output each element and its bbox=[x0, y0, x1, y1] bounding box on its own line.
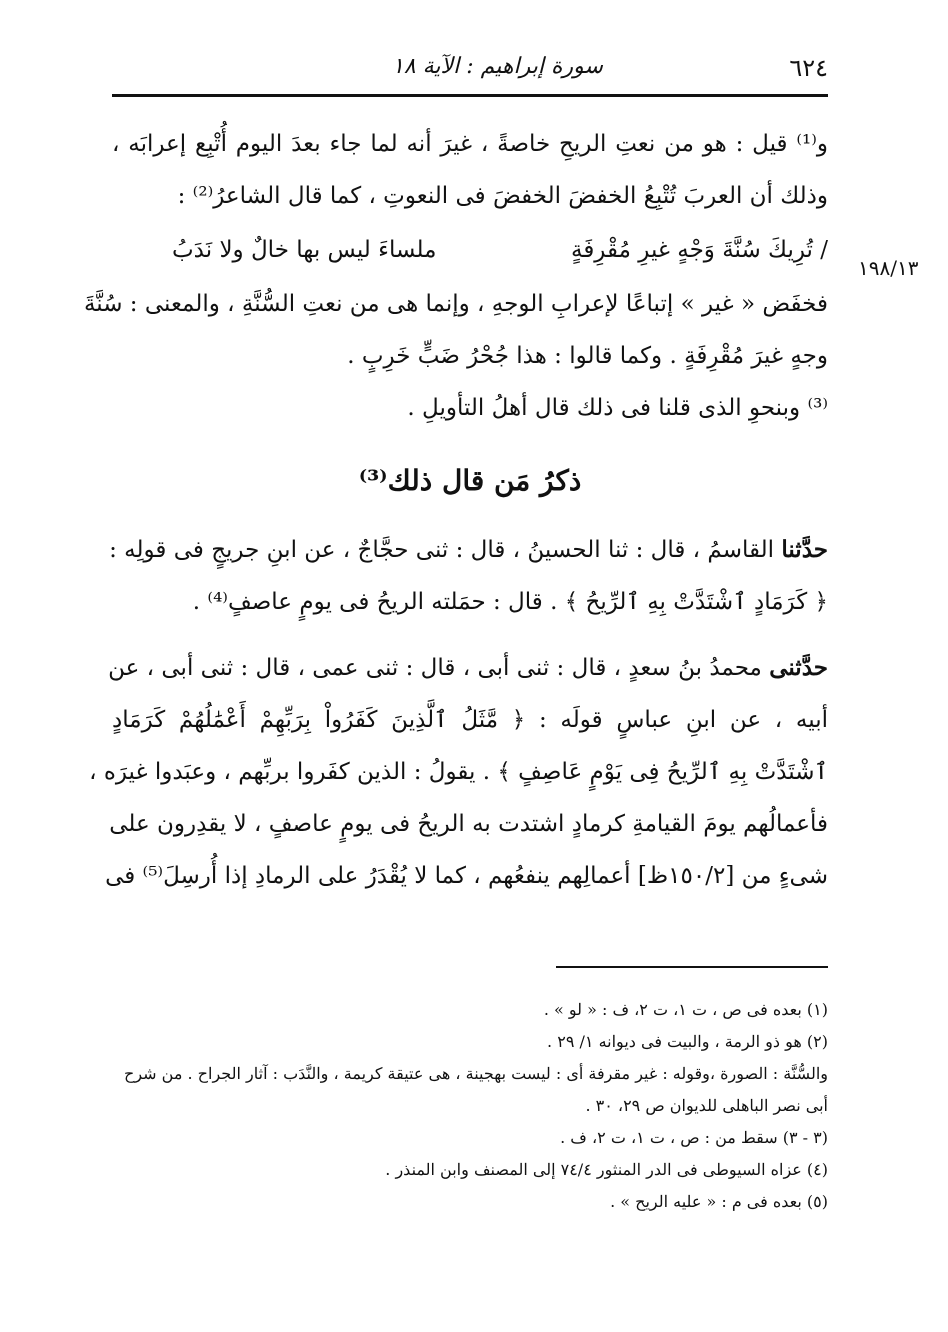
footnote: والسُّنَّة : الصورة ،وقوله : غير مقرفة أى : ليست بهجينة ، هى عتيقة كريمة ، والنَّدَب : آثار الجراح . من شرح bbox=[124, 1064, 828, 1083]
page-number: ٦٢٤ bbox=[789, 54, 828, 82]
text-line bbox=[108, 642, 828, 694]
text-line bbox=[109, 524, 828, 576]
text-span: القاسمُ ، قال : ثنا الحسينُ ، قال : ثنى حجَّاجٌ ، عن ابنِ جريجٍ فى قولِه : bbox=[109, 537, 782, 563]
footnote: (١) بعده فى ص ، ت ١، ت ٢، ف : « لو » . bbox=[543, 1000, 828, 1019]
margin-reference: ١٩٨/١٣ bbox=[858, 256, 919, 280]
text-line: فأعمالُهم يومَ القيامةِ كرمادٍ اشتدت به الريحُ فى يومٍ عاصفٍ ، لا يقدِرون على bbox=[109, 811, 828, 837]
text-line: شىءٍ من [١٥٠/٢ظ] أعمالِهم ينفعُهم ، كما لا يُقْدَرُ على الرمادِ إذا أُرسِلَ⁽⁵⁾ فى bbox=[105, 863, 828, 889]
header-rule bbox=[112, 94, 828, 97]
text-line: ٱشْتَدَّتْ بِهِ ٱلرِّيحُ فِى يَوْمٍ عَاصِفٍ ﴾ . يقولُ : الذين كفَروا بربِّهم ، وعبَدوا غيرَه ، bbox=[89, 759, 828, 785]
text-line: ﴿ كَرَمَادٍ ٱشْتَدَّتْ بِهِ ٱلرِّيحُ ﴾ . قال : حمَلته الريحُ فى يومٍ عاصفٍ⁽⁴⁾ . bbox=[192, 589, 828, 615]
footnote: (٢) هو ذو الرمة ، والبيت فى ديوانه ١/ ٢٩ . bbox=[547, 1032, 828, 1051]
text-line: وجهٍ غيرَ مُقْرِفَةٍ . وكما قالوا : هذا جُحْرُ ضَبٍّ خَرِبٍ . bbox=[347, 343, 828, 369]
text-line: فخفَض « غير » إتباعًا لإعرابِ الوجهِ ، وإنما هى من نعتِ السُّنَّةِ ، والمعنى : سُنَّةَ bbox=[83, 291, 828, 317]
isnad-lead: حدَّثنا bbox=[781, 536, 828, 563]
poetry-verse bbox=[112, 222, 828, 278]
verse-second-hemistich: ملساءَ ليس بها خالٌ ولا نَدَبُ bbox=[172, 237, 437, 263]
page-header bbox=[112, 40, 828, 90]
text-line: وذلك أن العربَ تُتْبِعُ الخفضَ الخفضَ فى النعوتِ ، كما قال الشاعرُ⁽²⁾ : bbox=[177, 183, 828, 209]
main-text bbox=[83, 118, 828, 902]
footnote: (٣ - ٣) سقط من : ص ، ت ١، ت ٢، ف . bbox=[560, 1128, 828, 1147]
footnotes bbox=[112, 994, 828, 1218]
text-line: ⁽³⁾ وبنحوِ الذى قلنا فى ذلك قال أهلُ التأويلِ . bbox=[407, 395, 828, 421]
verse-first-hemistich: / تُرِيكَ سُنَّةَ وَجْهٍ غيرِ مُقْرِفَةٍ bbox=[570, 237, 828, 263]
text-line: أبيه ، عن ابنِ عباسٍ قولَه : ﴿ مَّثَلُ ٱلَّذِينَ كَفَرُواْ بِرَبِّهِمْ أَعْمَٰلُهُمْ كَرَمَادٍ bbox=[112, 707, 828, 733]
text-line: و⁽¹⁾ قيل : هو من نعتِ الريحِ خاصةً ، غيرَ أنه لما جاء بعدَ اليوم أُتْبِع إعرابَه ، bbox=[112, 131, 828, 157]
isnad-lead: حدَّثنى bbox=[769, 654, 828, 681]
section-heading: ذكرُ مَن قال ذلك⁽³⁾ bbox=[358, 464, 582, 497]
footnote-rule bbox=[556, 966, 828, 968]
text-span: محمدُ بنُ سعدٍ ، قال : ثنى أبى ، قال : ثنى عمى ، قال : ثنى أبى ، عن bbox=[108, 655, 770, 681]
footnote: أبى نصر الباهلى للديوان ص ٢٩، ٣٠ . bbox=[585, 1096, 828, 1115]
footnote: (٤) عزاه السيوطى فى الدر المنثور ٧٤/٤ إلى المصنف وابن المنذر . bbox=[385, 1160, 828, 1179]
footnote: (٥) بعده فى م : « عليه الريح » . bbox=[610, 1192, 828, 1211]
running-title: سورة إبراهيم : الآية ١٨ bbox=[392, 54, 603, 79]
